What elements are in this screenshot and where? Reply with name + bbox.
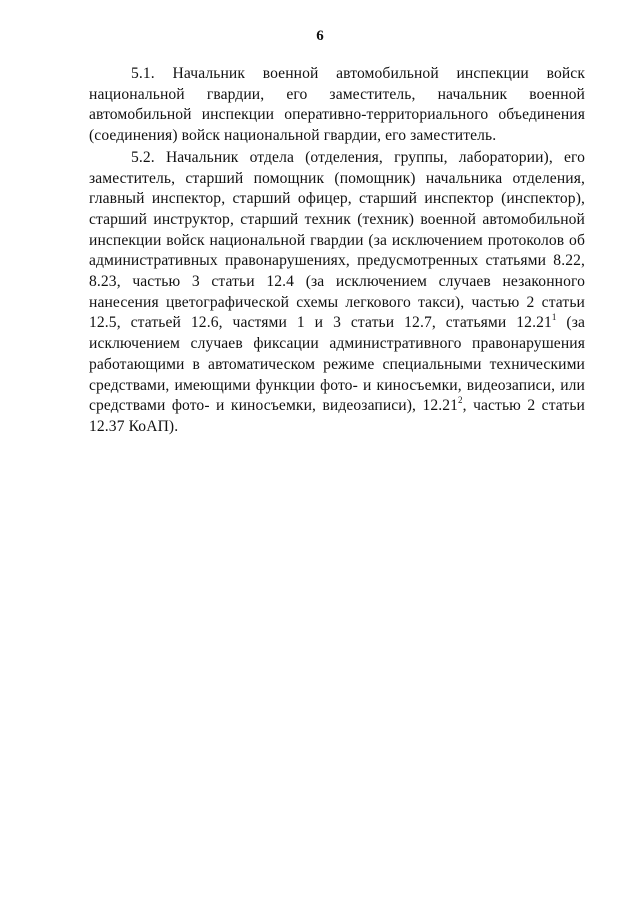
paragraph-5-2-text-part1: 5.2. Начальник отдела (отделения, группы, лаборатории), его заместитель, старший помощник (помощник) начальника отделения, главный инспектор, старший офицер, старший инспектор (инспектор), старший инструктор, старший техник (техник) военной автомобильной инспекции войск национальной гвардии (за исключением протоколов об административных правонарушениях, предусмотренных статьями 8.22, 8.23, частью 3 статьи 12.4 (за исключением случаев незаконного нанесения цветографической схемы легкового такси), частью 2 статьи 12.5, статьей 12.6, частями 1 и 3 статьи 12.7, статьями 12.21 — [89, 148, 585, 332]
paragraph-5-2-text-part2: (за исключением случаев фиксации административного правонарушения работающими в автоматическом режиме специальными техническими средствами, имеющими функции фото- и киносъемки, видеозаписи, или средствами фото- и киносъемки, видеозаписи), 12.21 — [89, 314, 585, 415]
superscript-1: 1 — [551, 312, 557, 323]
superscript-2: 2 — [458, 395, 463, 406]
paragraph-5-2 — [89, 148, 585, 438]
paragraph-5-1: 5.1. Начальник военной автомобильной инспекции войск национальной гвардии, его заместитель, начальник военной автомобильной инспекции оперативно-территориального объединения (соединения) войск национальной гвардии, его заместитель. — [89, 65, 585, 145]
paragraph-5-2-text-part3: , частью 2 статьи 12.37 КоАП). — [89, 397, 585, 435]
page-number: 6 — [316, 28, 324, 44]
document-body — [89, 64, 585, 438]
